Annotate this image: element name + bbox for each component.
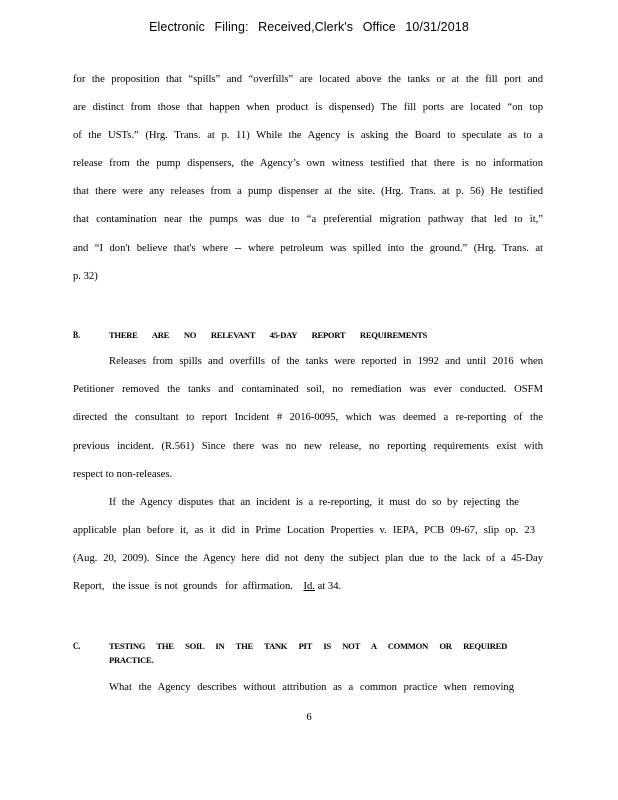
section-b-title: THERE ARE NO RELEVANT 45-DAY REPORT REQUIREMENTS bbox=[109, 330, 427, 340]
body-line: (Aug. 20, 2009). Since the Agency here did not deny the subject plan due to the lack of a 45-Day bbox=[73, 553, 543, 564]
body-text: Report, the issue is not grounds for affirmation. bbox=[73, 581, 304, 592]
body-line: for the proposition that “spills” and “overfills” are located above the tanks or at the fill port and bbox=[73, 74, 543, 85]
section-b-letter: B. bbox=[73, 330, 81, 340]
body-line: p. 32) bbox=[73, 271, 98, 282]
body-line: of the USTs.” (Hrg. Trans. at p. 11) While the Agency is asking the Board to speculate as to a bbox=[73, 130, 543, 141]
section-c-title-line2: PRACTICE. bbox=[109, 655, 154, 665]
body-line: that contamination near the pumps was due to “a preferential migration pathway that led to it,” bbox=[73, 214, 543, 225]
body-line: directed the consultant to report Incident # 2016-0095, which was deemed a re-reporting of the bbox=[73, 412, 543, 423]
citation-id: Id. bbox=[303, 581, 315, 592]
body-line: release from the pump dispensers, the Agency’s own witness testified that there is no information bbox=[73, 158, 543, 169]
body-line: that there were any releases from a pump dispenser at the site. (Hrg. Trans. at p. 56) He testified bbox=[73, 186, 543, 197]
section-c-title-line1: TESTING THE SOIL IN THE TANK PIT IS NOT A COMMON OR REQUIRED bbox=[109, 641, 507, 651]
page-number: 6 bbox=[306, 712, 312, 723]
body-line: Releases from spills and overfills of the tanks were reported in 1992 and until 2016 when bbox=[109, 356, 543, 367]
body-line: If the Agency disputes that an incident is a re-reporting, it must do so by rejecting the bbox=[109, 497, 519, 508]
body-line: previous incident. (R.561) Since there was no new release, no reporting requirements exist with bbox=[73, 441, 543, 452]
body-text: at 34. bbox=[314, 581, 342, 592]
section-c-letter: C. bbox=[73, 641, 81, 651]
body-line: What the Agency describes without attribution as a common practice when removing bbox=[109, 682, 514, 693]
body-line: and “I don't believe that's where -- where petroleum was spilled into the ground.” (Hrg. Trans. at bbox=[73, 243, 543, 254]
body-line bbox=[73, 580, 543, 594]
body-line: Petitioner removed the tanks and contaminated soil, no remediation was ever conducted. OSFM bbox=[73, 384, 543, 395]
page-header: Electronic Filing: Received,Clerk's Office 10/31/2018 bbox=[149, 20, 469, 34]
body-line: respect to non-releases. bbox=[73, 469, 173, 480]
body-line: are distinct from those that happen when product is dispensed) The fill ports are located “on top bbox=[73, 102, 543, 113]
body-line: applicable plan before it, as it did in Prime Location Properties v. IEPA, PCB 09-67, slip op. 23 bbox=[73, 525, 535, 536]
